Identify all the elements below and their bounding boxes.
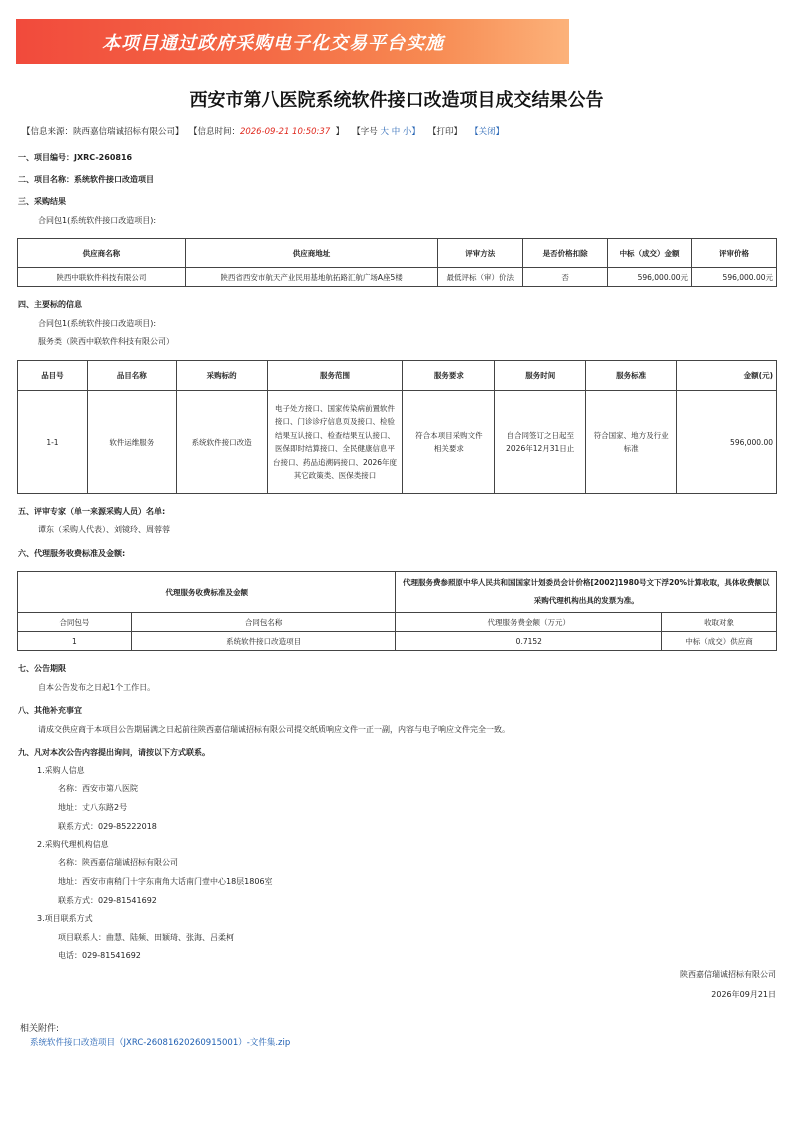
fee-standard-label: 代理服务收费标准及金额	[18, 572, 396, 613]
table-header-cell: 代理服务费金额（万元）	[396, 613, 662, 632]
service-category: 服务类（陕西中联软件科技有限公司）	[38, 337, 174, 346]
info-source: 陕西嘉信瑞诚招标有限公司】	[73, 127, 184, 137]
table-row	[18, 391, 777, 494]
result-table	[17, 238, 777, 287]
agency-address: 地址：西安市南稍门十字东南角大话南门壹中心18层1806室	[58, 877, 273, 886]
item-name: 软件运维服务	[87, 391, 176, 494]
banner-text: 本项目通过政府采购电子化交易平台实施	[102, 32, 444, 54]
time-prefix: 【信息时间：	[188, 127, 240, 137]
purchaser-info-title: 1.采购人信息	[37, 766, 85, 775]
fee-standard-text: 代理服务费参照原中华人民共和国国家计划委员会计价格[2002]1980号文下浮20%计算收取，具体收费额以采购代理机构出具的发票为准。	[396, 572, 777, 613]
table-header-cell: 品目号	[18, 361, 88, 391]
table-subheader-row	[18, 613, 777, 632]
table-row	[18, 632, 777, 651]
project-phone: 电话：029-81541692	[58, 951, 141, 960]
section-project-number	[18, 152, 132, 163]
purchaser-phone: 联系方式：029-85222018	[58, 822, 157, 831]
platform-banner	[16, 19, 569, 64]
table-header-cell: 品目名称	[87, 361, 176, 391]
signature-date: 2026年09月21日	[711, 990, 776, 999]
section-procurement-result: 三、采购结果	[18, 197, 66, 206]
announcement-period: 自本公告发布之日起1个工作日。	[38, 683, 156, 692]
source-prefix: 【信息来源：	[22, 127, 74, 137]
table-header-cell: 合同包名称	[131, 613, 396, 632]
section-experts: 五、评审专家（单一来源采购人员）名单:	[18, 507, 166, 516]
service-standard: 符合国家、地方及行业标准	[586, 391, 677, 494]
award-amount: 596,000.00元	[608, 268, 692, 287]
table-header-cell: 服务范围	[267, 361, 403, 391]
font-small-link[interactable]: 小】	[402, 127, 420, 137]
contract-package-label: 合同包1(系统软件接口改造项目):	[38, 216, 157, 225]
price-deduction: 否	[523, 268, 608, 287]
table-header-cell: 供应商地址	[185, 239, 438, 268]
project-contacts: 项目联系人：曲慧、陆频、田颖琦、张海、吕柔柯	[58, 933, 234, 942]
supplier-name: 陕西中联软件科技有限公司	[18, 268, 186, 287]
package-number: 1	[18, 632, 132, 651]
table-header-row	[18, 361, 777, 391]
table-header-cell: 评审价格	[692, 239, 777, 268]
info-time: 2026-09-21 10:50:37	[239, 127, 331, 137]
attachment-label: 相关附件:	[20, 1024, 60, 1034]
close-link[interactable]: 【关闭】	[470, 127, 505, 137]
agency-name: 名称：陕西嘉信瑞诚招标有限公司	[58, 858, 178, 867]
agency-fee-table	[17, 571, 777, 651]
section-contact: 九、凡对本次公告内容提出询问，请按以下方式联系。	[18, 748, 210, 757]
section-label: 二、项目名称：	[18, 175, 74, 184]
item-amount: 596,000.00	[677, 391, 777, 494]
item-number: 1-1	[18, 391, 88, 494]
table-row	[18, 268, 777, 287]
table-header-cell: 合同包号	[18, 613, 132, 632]
section-agency-fee: 六、代理服务收费标准及金额:	[18, 549, 126, 558]
table-header-cell: 金额(元)	[677, 361, 777, 391]
other-matters-text: 请成交供应商于本项目公告期届满之日起前往陕西嘉信瑞诚招标有限公司提交纸质响应文件一正一副，内容与电子响应文件完全一致。	[38, 725, 510, 734]
table-header-cell: 收取对象	[662, 613, 777, 632]
table-header-cell: 评审方法	[438, 239, 523, 268]
subject-table	[17, 360, 777, 494]
agency-fee-amount: 0.7152	[396, 632, 662, 651]
service-scope: 电子处方接口、国家传染病前置软件接口、门诊诊疗信息页及接口、检验结果互认接口、检查结果互认接口、医保即时结算接口、全民健康信息平台接口、药品追溯码接口、2026年度其它政策类、医保类接口	[267, 391, 403, 494]
expert-names: 谭东（采购人代表）、刘镜玲、周蓉蓉	[38, 525, 170, 534]
review-price: 596,000.00元	[692, 268, 777, 287]
table-header-cell: 是否价格扣除	[523, 239, 608, 268]
table-header-cell: 服务时间	[495, 361, 586, 391]
contract-package-label: 合同包1(系统软件接口改造项目):	[38, 319, 157, 328]
fee-payer: 中标（成交）供应商	[662, 632, 777, 651]
project-number: JXRC-260816	[74, 153, 133, 162]
section-announcement-period: 七、公告期限	[18, 664, 66, 673]
print-link[interactable]: 【打印】	[428, 127, 463, 137]
section-main-subject: 四、主要标的信息	[18, 300, 82, 309]
agency-info-title: 2.采购代理机构信息	[37, 840, 109, 849]
font-large-link[interactable]: 大	[380, 127, 389, 137]
section-project-name	[18, 174, 154, 185]
table-header-cell: 服务标准	[586, 361, 677, 391]
font-size-label: 【字号	[352, 127, 378, 137]
review-method: 最低评标（审）价法	[438, 268, 523, 287]
time-suffix: 】	[335, 127, 345, 137]
project-name: 系统软件接口改造项目	[74, 175, 154, 184]
table-header-row	[18, 572, 777, 613]
table-header-cell: 中标（成交）金额	[608, 239, 692, 268]
table-header-cell: 供应商名称	[18, 239, 186, 268]
section-label: 一、项目编号：	[18, 153, 74, 162]
table-header-cell: 服务要求	[403, 361, 495, 391]
service-time: 自合同签订之日起至2026年12月31日止	[495, 391, 586, 494]
attachment-file-link[interactable]: 系统软件接口改造项目（JXRC-26081620260915001）-文件集.zip	[30, 1038, 291, 1048]
agency-phone: 联系方式：029-81541692	[58, 896, 157, 905]
package-name: 系统软件接口改造项目	[131, 632, 396, 651]
section-other-matters: 八、其他补充事宜	[18, 706, 82, 715]
supplier-address: 陕西省西安市航天产业民用基地航拓路汇航广场A座5楼	[185, 268, 438, 287]
page-title: 西安市第八医院系统软件接口改造项目成交结果公告	[189, 90, 604, 111]
purchaser-address: 地址：丈八东路2号	[58, 803, 128, 812]
signature-org: 陕西嘉信瑞诚招标有限公司	[680, 970, 776, 979]
procurement-subject: 系统软件接口改造	[176, 391, 267, 494]
purchaser-name: 名称：西安市第八医院	[58, 784, 138, 793]
font-medium-link[interactable]: 中	[391, 127, 401, 137]
table-header-cell: 采购标的	[176, 361, 267, 391]
info-bar	[22, 125, 504, 137]
table-header-row	[18, 239, 777, 268]
project-contact-title: 3.项目联系方式	[37, 914, 93, 923]
service-requirement: 符合本项目采购文件相关要求	[403, 391, 495, 494]
